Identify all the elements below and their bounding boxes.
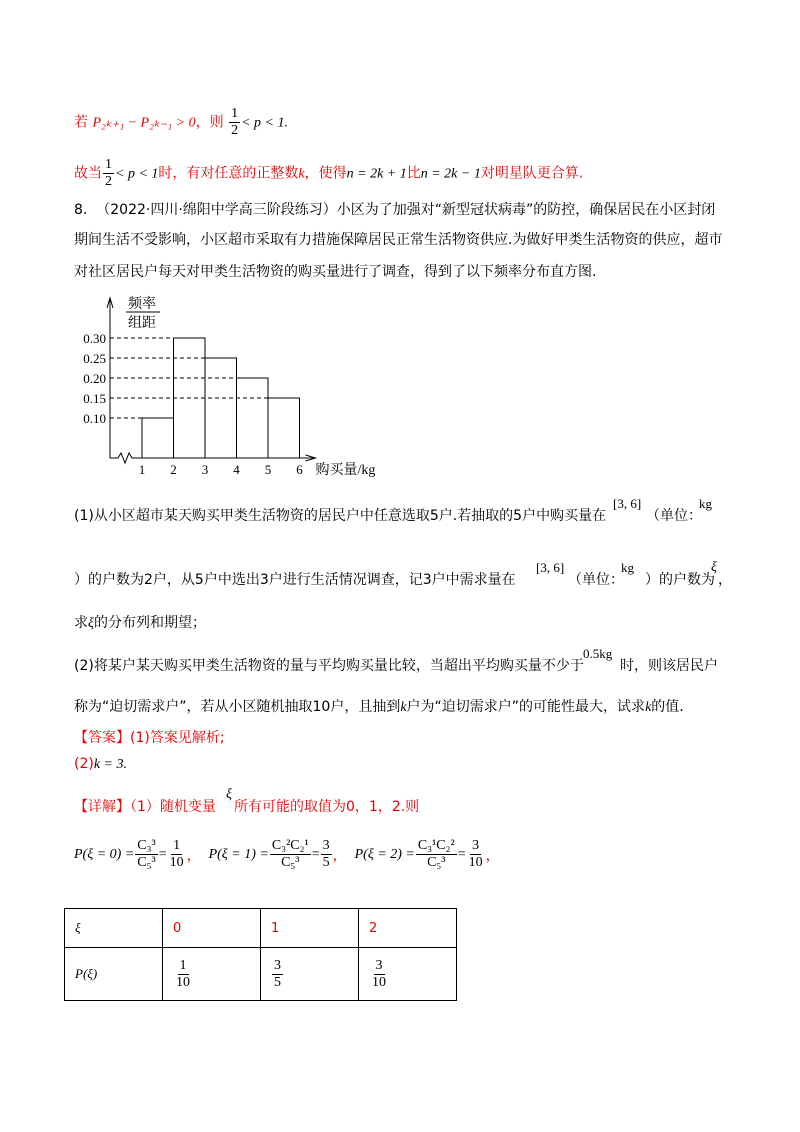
unit-kg: kg [699,496,712,511]
y-tick-label: 0.25 [83,351,106,366]
table-cell: $\frac{3}{5}$ [261,948,359,1001]
y-tick-label: 0.20 [83,371,106,386]
x-tick-label: 6 [296,462,303,477]
x-tick-label: 2 [170,462,177,477]
question-1-line-3: 求ξ的分布列和期望； [74,615,206,631]
unit-label: （单位： [646,508,702,524]
fraction-one-half: $\frac{1}{2}$ [231,106,239,138]
histogram-bar [205,358,237,458]
table-cell: P(ξ) [65,948,163,1001]
xi-symbol: ξ [226,787,232,802]
x-tick-label: 1 [138,462,146,477]
problem-line-3: 对社区居民户每天对甲类生活物资的购买量进行了调查，得到了以下频率分布直方图. [74,264,597,280]
question-1-line-1: (1)从小区超市某天购买甲类生活物资的居民户中任意选取5户.若抽取的5户中购买量在 [74,508,607,524]
unit-kg: kg [621,560,634,575]
x-axis-label: 购买量/kg [315,463,376,478]
y-tick-label: 0.15 [83,391,106,406]
x-tick-label: 3 [201,462,209,477]
fraction-3-10: $\frac{3}{10}$ [468,838,483,870]
y-axis-label-denominator: 组距 [128,316,156,331]
x-tick-label: 5 [264,462,272,477]
xi-symbol: ξ [711,560,717,575]
problem-line-2: 期间生活不受影响，小区超市采取有力措施保障居民正常生活物资供应.为做好甲类生活物资的供应，超市 [74,232,723,248]
detail-label: 【详解】 [74,799,130,815]
inequality-expression: P₂ₖ₊₁ − P₂ₖ₋₁ > 0 [92,115,196,131]
table-cell: $\frac{1}{10}$ [163,948,261,1001]
problem-line-1: 8. （2022·四川·绵阳中学高三阶段练习）小区为了加强对“新型冠状病毒”的防控，确保居民在小区封闭 [74,202,716,218]
question-2-line-1: (2)将某户某天购买甲类生活物资的量与平均购买量比较，当超出平均购买量不少于 [74,658,584,674]
answer-line-2: (2)k = 3. [74,756,128,772]
y-tick-label: 0.30 [83,331,106,346]
probability-formulas: P(ξ = 0) = $\frac{\text{C₃³}}{\text{C₅³}}$ = $\frac{1}{10}$ ， P(ξ = 1) = $\frac{\text{C₃²C₂¹}}{\text{C₅³}}$ = $\frac{3}{5}$ ， P(ξ = 2) = $\frac{\text{C₃¹C₂²}}{\text{C₅³}}$ = $\frac{3}{10}$ ， [74,838,500,870]
histogram-bar [237,378,269,458]
comma: ， [718,572,732,588]
chart-layer [83,296,375,478]
line-conclusion: 故当 $\frac{1}{2}$ < p < 1时，有对任意的正整数k，使得n = 2k + 1比n = 2k − 1对明星队更合算. [74,157,584,189]
x-tick-label: 4 [233,462,240,477]
table-header-cell: 0 [163,909,261,948]
histogram-bar [268,398,300,458]
fraction-c33-over-c53: $\frac{\text{C₃³}}{\text{C₅³}}$ [137,838,156,870]
unit-label: （单位： [568,572,624,588]
table-row [65,909,457,948]
fraction-c31c22-over-c53: $\frac{\text{C₃¹C₂²}}{\text{C₅³}}$ [417,838,455,870]
line-condition: 若 P₂ₖ₊₁ − P₂ₖ₋₁ > 0，则 $\frac{1}{2}$ < p < 1. [74,106,288,138]
question-2-line-1-end: 时，则该居民户 [620,658,718,674]
histogram-bar [142,418,174,458]
answer-line-1: 【答案】(1)答案见解析; [74,730,225,746]
y-axis-label-numerator: 频率 [128,297,156,312]
detail-line-end: 所有可能的取值为0，1，2.则 [234,799,420,815]
frequency-histogram [70,290,410,490]
fraction-3-5: $\frac{3}{5}$ [322,838,330,870]
distribution-table [64,908,457,1001]
detail-line: 【详解】（1）随机变量 [74,799,216,815]
interval-3-6: [3, 6] [613,496,642,511]
table-header-cell: ξ [65,909,163,948]
table-header-cell: 2 [359,909,457,948]
fraction-1-10: $\frac{1}{10}$ [169,838,184,870]
question-2-line-2: 称为“迫切需求户”，若从小区随机抽取10户，且抽到k户为“迫切需求户”的可能性最大，试求k的值. [74,699,684,715]
unit-close: ）的户数为 [645,572,715,588]
table-cell: $\frac{3}{10}$ [359,948,457,1001]
answer-label: 【答案】 [74,730,130,746]
value-0-5kg: 0.5kg [583,646,613,661]
table-header-cell: 1 [261,909,359,948]
question-1-line-2: ）的户数为2户，从5户中选出3户进行生活情况调查，记3户中需求量在 [74,572,516,588]
interval-3-6: [3, 6] [536,560,565,575]
fraction-c32c21-over-c53: $\frac{\text{C₃²C₂¹}}{\text{C₅³}}$ [271,838,309,870]
fraction-one-half: $\frac{1}{2}$ [105,157,112,189]
table-row [65,948,457,1001]
y-tick-label: 0.10 [83,411,106,426]
